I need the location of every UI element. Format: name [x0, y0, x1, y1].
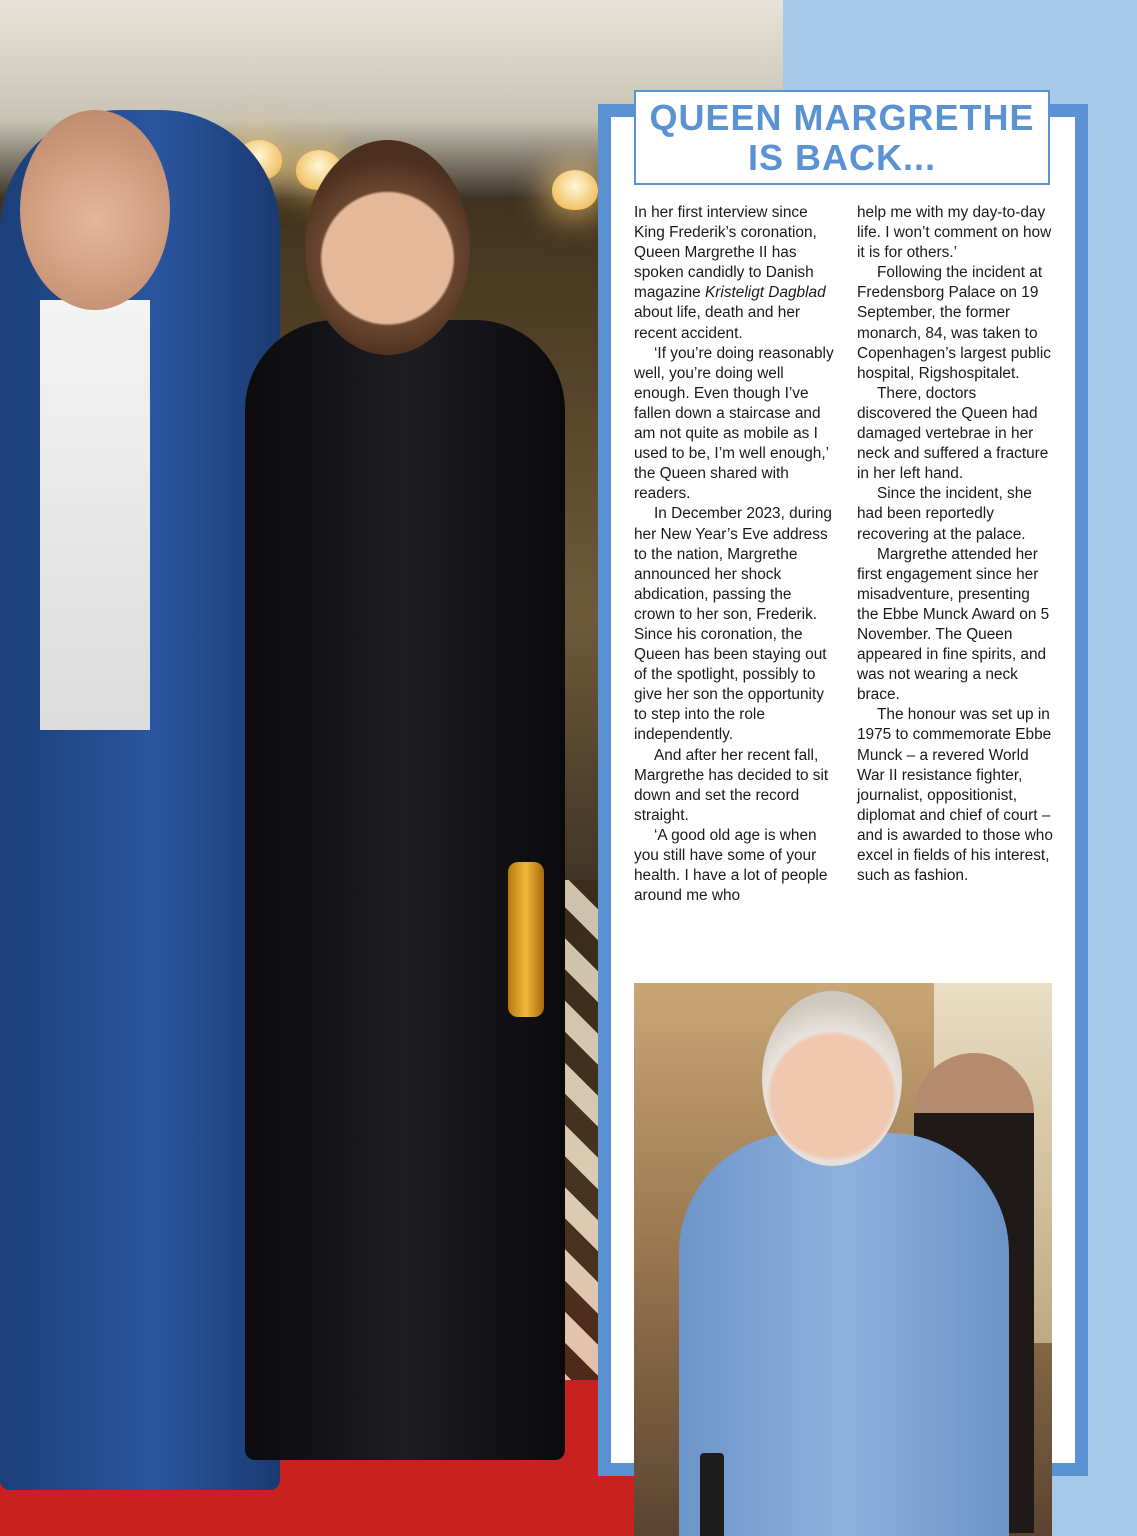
paragraph: And after her recent fall, Margrethe has decided to sit down and set the record straight. — [634, 746, 829, 824]
inset-photo — [634, 983, 1052, 1536]
white-shirt — [40, 300, 150, 730]
queen-head — [762, 991, 902, 1166]
magazine-name: Kristeligt Dagblad — [705, 284, 826, 302]
man-head — [20, 110, 170, 310]
paragraph: Margrethe attended her first engagement since her misadventure, presenting the Ebbe Munck Award on 5 November. The Queen appeared in fine spirits, and was not wearing a neck brace. — [857, 545, 1050, 704]
article-column-1 — [634, 203, 834, 906]
walking-cane — [700, 1453, 724, 1536]
paragraph: The honour was set up in 1975 to commemorate Ebbe Munck – a revered World War II resistance fighter, journalist, oppositionist, diplomat and chief of court – and is awarded to those who excel in fields of his interest, such as fashion. — [857, 706, 1053, 885]
paragraph: In December 2023, during her New Year’s Eve address to the nation, Margrethe announced her shock abdication, passing the crown to her son, Frederik. Since his coronation, the Queen has been staying out of the spotlight, possibly to give her son the opportunity to step into the role independently. — [634, 505, 832, 744]
headline-line1: QUEEN MARGRETHE — [649, 97, 1035, 138]
paragraph: help me with my day-to-day life. I won’t comment on how it is for others.’ — [857, 204, 1052, 262]
paragraph: In her first interview since King Frederik’s coronation, Queen Margrethe II has spoken candidly to Danish magazine Kristeligt Dagblad about life, death and her recent accident. — [634, 204, 826, 342]
gold-clutch — [508, 862, 544, 1017]
woman-head — [305, 140, 470, 355]
wall-lamp — [552, 170, 598, 210]
headline-box — [634, 90, 1050, 185]
paragraph: There, doctors discovered the Queen had damaged vertebrae in her neck and suffered a fracture in her left hand. — [857, 384, 1049, 483]
headline — [636, 98, 1048, 178]
headline-line2: IS BACK... — [747, 137, 936, 178]
paragraph: Following the incident at Fredensborg Palace on 19 September, the former monarch, 84, was taken to Copenhagen’s largest public hospital, Rigshospitalet. — [857, 264, 1051, 382]
queen-blue-suit — [679, 1133, 1009, 1536]
article-column-2 — [857, 203, 1053, 886]
paragraph: ‘If you’re doing reasonably well, you’re doing well enough. Even though I’ve fallen down a staircase and am not quite as mobile as I used to be, I’m well enough,’ the Queen shared with readers. — [634, 344, 834, 503]
paragraph: Since the incident, she had been reportedly recovering at the palace. — [857, 485, 1032, 543]
paragraph: ‘A good old age is when you still have some of your health. I have a lot of people around me who — [634, 826, 828, 905]
